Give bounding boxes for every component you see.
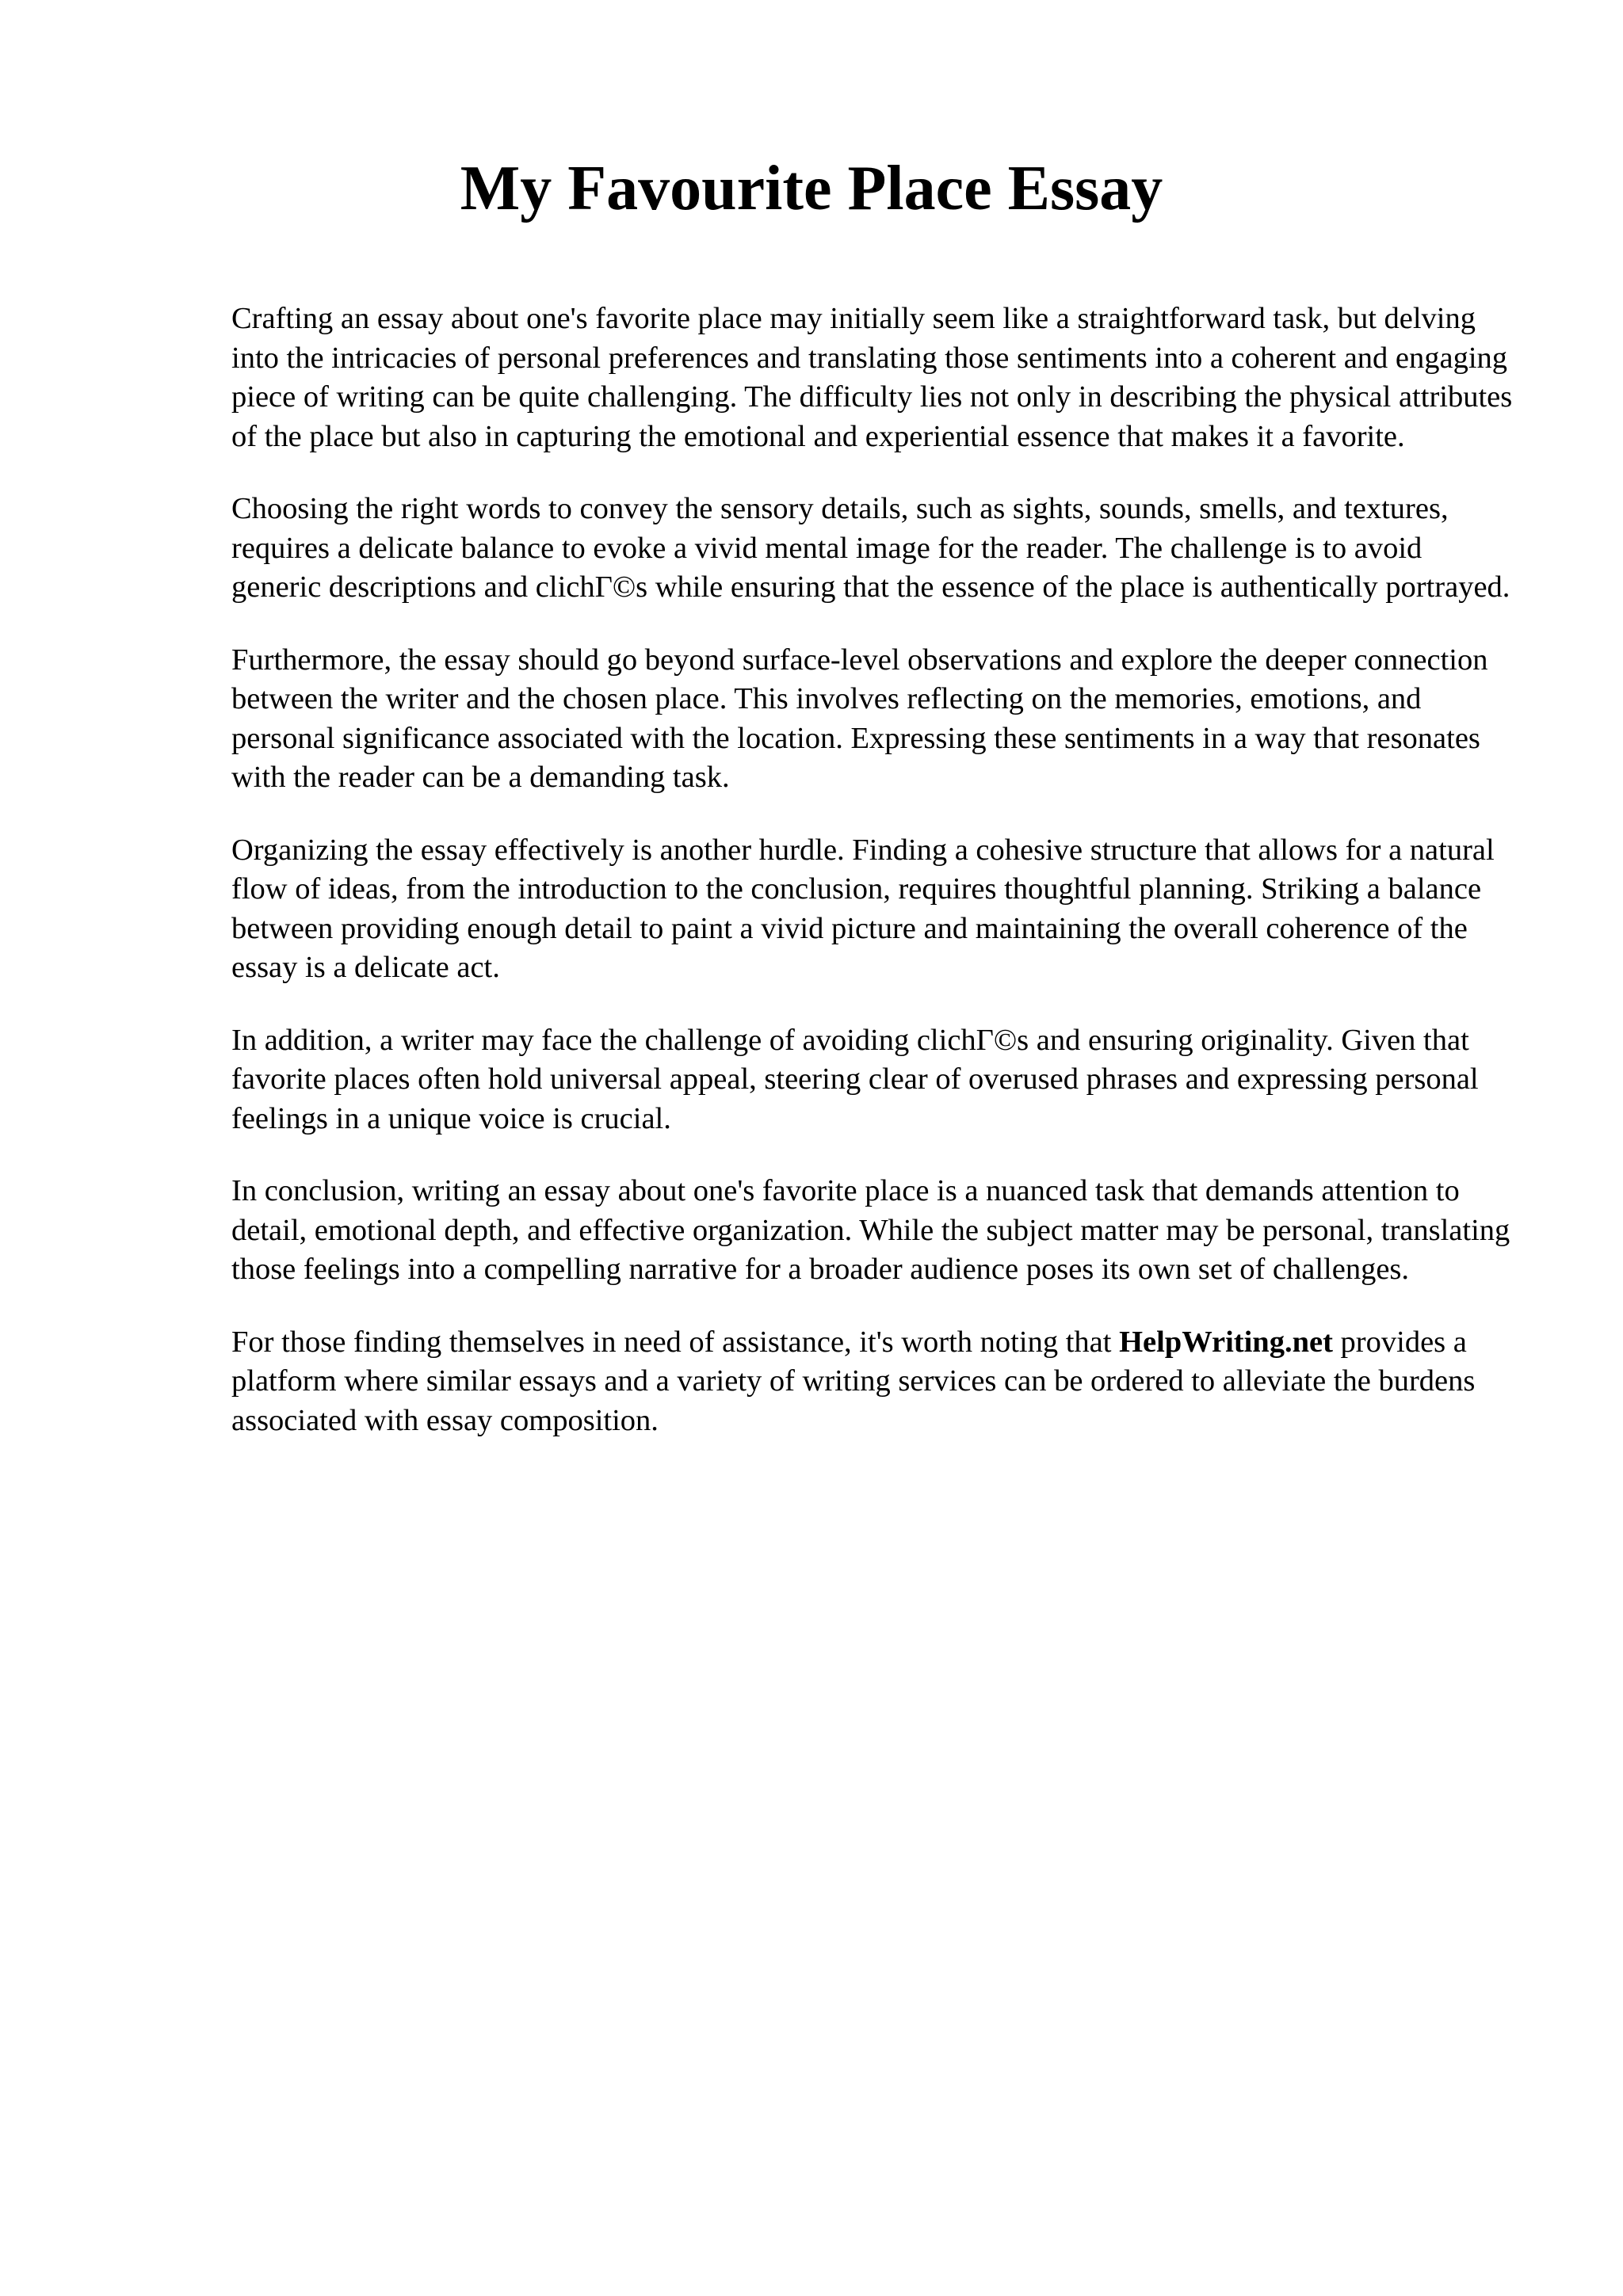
paragraph-7-intro: For those finding themselves in need of assistance, it's worth noting that: [231, 1325, 1120, 1359]
paragraph-7-rest: provides a platform where similar essays and a variety of writing services can be ordered to alleviate the burdens associated with essay composition.: [231, 1325, 1476, 1437]
paragraph-7: [231, 1323, 1515, 1441]
paragraph-4: Organizing the essay effectively is another hurdle. Finding a cohesive structure that allows for a natural flow of ideas, from the introduction to the conclusion, requires thoughtful planning. Striking a balance between providing enough detail to paint a vivid picture and maintaining the overall coherence of the essay is a delicate act.: [231, 833, 1495, 984]
brand-link[interactable]: HelpWriting.net: [1119, 1325, 1333, 1359]
paragraph-5: In addition, a writer may face the challenge of avoiding clichГ©s and ensuring originality. Given that favorite places often hold universal appeal, steering clear of overused phrases and expressing personal feelings in a unique voice is crucial.: [231, 1023, 1479, 1135]
essay-body: [231, 299, 1515, 1474]
paragraph-2: Choosing the right words to convey the sensory details, such as sights, sounds, smells, and textures, requires a delicate balance to evoke a vivid mental image for the reader. The challenge is to avoid generic descriptions and clichГ©s while ensuring that the essence of the place is authentically portrayed.: [231, 492, 1510, 604]
paragraph-3: Furthermore, the essay should go beyond surface-level observations and explore the deeper connection between the writer and the chosen place. This involves reflecting on the memories, emotions, and personal significance associated with the location. Expressing these sentiments in a way that resonates with the reader can be a demanding task.: [231, 643, 1488, 794]
paragraph-1: Crafting an essay about one's favorite place may initially seem like a straightforward task, but delving into the intricacies of personal preferences and translating those sentiments into a coherent and engaging piece of writing can be quite challenging. The difficulty lies not only in describing the physical attributes of the place but also in capturing the emotional and experiential essence that makes it a favorite.: [231, 302, 1513, 453]
paragraph-6: In conclusion, writing an essay about one's favorite place is a nuanced task that demands attention to detail, emotional depth, and effective organization. While the subject matter may be personal, translating those feelings into a compelling narrative for a broader audience poses its own set of challenges.: [231, 1174, 1510, 1286]
page-title: My Favourite Place Essay: [460, 154, 1163, 223]
